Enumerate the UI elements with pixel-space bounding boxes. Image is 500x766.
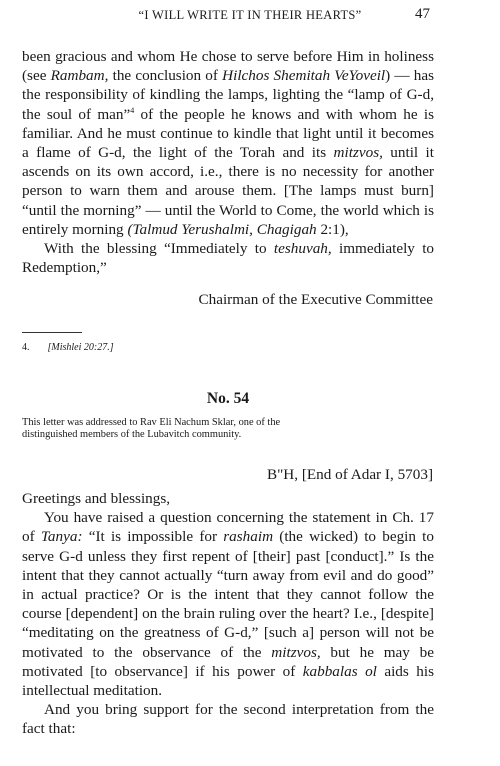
footnote-marker: 4 [130,105,135,115]
continued-text [22,47,434,277]
running-title: “I WILL WRITE IT IN THEIR HEARTS” [138,8,362,22]
letter-greeting: Greetings and blessings, [22,490,171,507]
signature-line: Chairman of the Executive Committee [198,291,433,308]
running-head [0,6,500,26]
blessing-paragraph: With the blessing “Immediately to teshuvah, immediately to Redemption,” [22,240,435,277]
letter-intro-note: This letter was addressed to Rav Eli Nachum Sklar, one of the distinguished members of the Lubavitch community. [22,417,281,440]
footnote-divider [22,332,82,333]
footnote [22,342,114,353]
footnote-text: [Mishlei 20:27.] [47,342,114,353]
letter-paragraph: You have raised a question concerning the statement in Ch. 17 of Tanya: “It is impossible for rashaim (the wicked) to begin to serve G-d unless they first repent of [their] past [conduct].” Is the intent that they cannot actually “turn away from evil and do good” in actual practice? Or is the intent that they cannot follow the course [dependent] on the brain ruling over the heart? I.e., [despite] “meditating on the greatness of G-d,” [such a] person will not be motivated to the observance of the mitzvos, but he may be motivated [to observance] if his power of kabbalas ol aids his intellectual meditation. [22,509,434,700]
page-number: 47 [415,6,430,22]
letter-paragraph: And you bring support for the second interpretation from the fact that: [22,701,434,738]
letter-body [22,489,434,739]
letter-date: B"H, [End of Adar I, 5703] [266,466,433,483]
footnote-number: 4. [22,342,30,353]
paragraph-continued: been gracious and whom He chose to serve before Him in holiness (see Rambam, the conclusion of Hilchos Shemitah VeYoveil) — has the responsibility of kindling the lamps, lighting the “lamp of G-d, the soul of man”$^4$ of the people he knows and with whom he is familiar. And he must continue to kindle that light until it becomes a flame of G-d, the light of the Torah and its mitzvos, until it ascends on its own accord, i.e., there is no necessity for another person to warn them and arouse them. [The lamps must burn] “until the morning” — until the World to Come, the world which is entirely morning (Talmud Yerushalmi, Chagigah 2:1), [22,48,434,238]
letter-heading: No. 54 [206,390,250,407]
